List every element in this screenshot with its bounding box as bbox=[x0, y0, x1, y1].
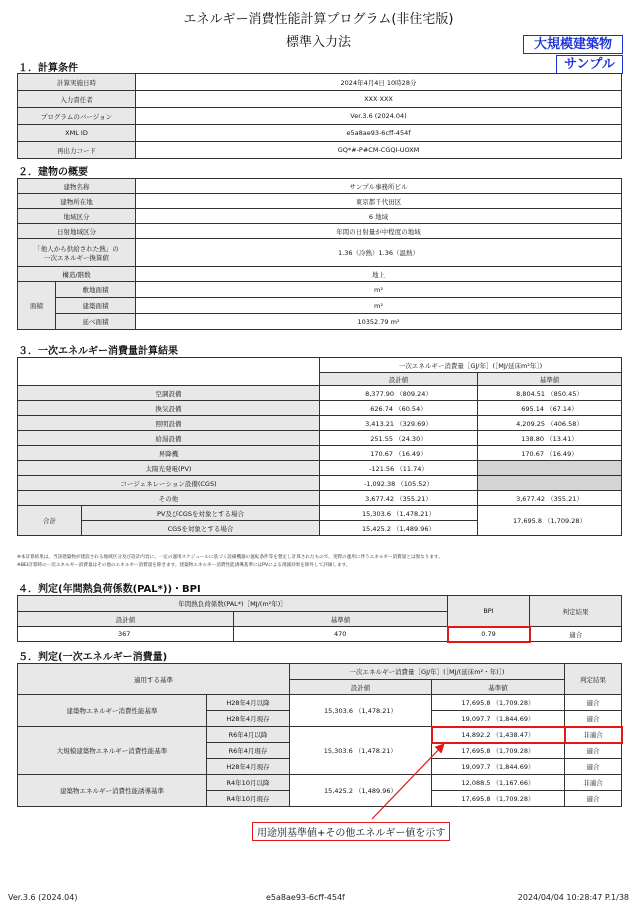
basis-name: 建築物エネルギー消費性能誘導基準 bbox=[18, 775, 207, 807]
standard-value: 170.67 （16.49） bbox=[478, 446, 622, 461]
equipment-label: 太陽光発電(PV) bbox=[18, 461, 320, 476]
annotation-callout: 用途別基準値+その他エネルギー値を示す bbox=[252, 822, 450, 841]
basis-result: 適合 bbox=[565, 695, 622, 711]
sample-stamp: サンプル bbox=[556, 55, 623, 74]
section2-heading: ２．建物の概要 bbox=[18, 167, 88, 178]
total-design-value: 15,303.6 （1,478.21） bbox=[320, 506, 478, 521]
heat-conversion-value: 1.36（冷熱）1.36（温熱） bbox=[136, 239, 622, 267]
energy-unit-header: 一次エネルギー消費量［GJ/年］(［MJ/(延床m²・年)］) bbox=[290, 664, 565, 680]
equipment-label: 空調設備 bbox=[18, 386, 320, 401]
col-result: 判定結果 bbox=[530, 596, 622, 627]
total-case-label: PV及びCGSを対象とする場合 bbox=[82, 506, 320, 521]
total-standard-value: 17,695.8 （1,709.28） bbox=[478, 506, 622, 536]
design-value: 8,377.90 （809.24） bbox=[320, 386, 478, 401]
area-value: m² bbox=[136, 298, 622, 314]
footnote: ※本計算結果は、当該建築物が建設される地域区分及び設計内容に、一定の運用スケジュールに基づく設備機器の運転条件等を想定し計算されたもので、実際の運用に伴うエネルギー消費量とは異なります。 bbox=[17, 555, 443, 560]
basis-result: 適合 bbox=[565, 759, 622, 775]
footer-xml-id: e5a8ae93-6cff-454f bbox=[266, 893, 345, 902]
footer-version: Ver.3.6 (2024.04) bbox=[8, 893, 78, 902]
col-result: 判定結果 bbox=[565, 664, 622, 695]
col-bpi: BPI bbox=[448, 596, 530, 627]
basis-standard-value: 19,097.7 （1,844.69） bbox=[432, 759, 565, 775]
overview-label: 地域区分 bbox=[18, 209, 136, 224]
period-label: R4年10月現存 bbox=[207, 791, 290, 807]
basis-standard-value-highlight: 14,892.2 （1,438.47） bbox=[432, 727, 565, 743]
equipment-label: その他 bbox=[18, 491, 320, 506]
standard-value: 138.80 （13.41） bbox=[478, 431, 622, 446]
col-standard: 基準値 bbox=[478, 373, 622, 386]
total-design-value: 15,425.2 （1,489.96） bbox=[320, 521, 478, 536]
design-value: -121.56 （11.74） bbox=[320, 461, 478, 476]
overview-label: 建物名称 bbox=[18, 179, 136, 194]
period-label: H28年4月現存 bbox=[207, 711, 290, 727]
area-group-label: 面積 bbox=[18, 282, 56, 330]
cond-label: XML ID bbox=[18, 125, 136, 142]
design-value: 3,677.42 （355.21） bbox=[320, 491, 478, 506]
overview-value: 東京都千代田区 bbox=[136, 194, 622, 209]
area-label: 敷地面積 bbox=[56, 282, 136, 298]
design-value: 170.67 （16.49） bbox=[320, 446, 478, 461]
period-label: H28年4月現存 bbox=[207, 759, 290, 775]
standard-value: 4,209.25 （406.58） bbox=[478, 416, 622, 431]
overview-label: 日射地域区分 bbox=[18, 224, 136, 239]
standard-value: 8,804.51 （850.45） bbox=[478, 386, 622, 401]
section5-heading: ５．判定(一次エネルギー消費量) bbox=[18, 652, 168, 663]
section4-heading: ４．判定(年間熱負荷係数(PAL*))・BPI bbox=[18, 584, 201, 595]
cond-value: 2024年4月4日 10時28分 bbox=[136, 74, 622, 91]
basis-result: 適合 bbox=[565, 711, 622, 727]
design-value: 626.74 （60.54） bbox=[320, 401, 478, 416]
total-case-label: CGSを対象とする場合 bbox=[82, 521, 320, 536]
basis-standard-value: 17,695.8 （1,709.28） bbox=[432, 791, 565, 807]
page-title: エネルギー消費性能計算プログラム(非住宅版) bbox=[183, 12, 454, 27]
cond-value: GQ*#-P#CM-CGQI-UOXM bbox=[136, 142, 622, 159]
col-design: 設計値 bbox=[18, 612, 234, 627]
overview-label: 建物所在地 bbox=[18, 194, 136, 209]
area-label: 延べ面積 bbox=[56, 314, 136, 330]
energy-unit-header: 一次エネルギー消費量［GJ/年］(［MJ/延床m²年］) bbox=[320, 358, 622, 373]
cond-value: XXX XXX bbox=[136, 91, 622, 108]
basis-standard-value: 17,695.8 （1,709.28） bbox=[432, 743, 565, 759]
area-value: 10352.79 m² bbox=[136, 314, 622, 330]
basis-standard-value: 17,695.8 （1,709.28） bbox=[432, 695, 565, 711]
page-subtitle: 標準入力法 bbox=[285, 35, 351, 50]
col-standard: 基準値 bbox=[234, 612, 448, 627]
heat-conversion-label: 「他人から供給された熱」の 一次エネルギー換算値 bbox=[18, 239, 136, 267]
cond-value: e5a8ae93-6cff-454f bbox=[136, 125, 622, 142]
pal-design-value: 367 bbox=[18, 627, 234, 642]
cond-label: 再出力コード bbox=[18, 142, 136, 159]
equipment-label: 昇降機 bbox=[18, 446, 320, 461]
overview-value: 年間の日射量が中程度の地域 bbox=[136, 224, 622, 239]
basis-design-value: 15,303.6 （1,478.21） bbox=[290, 695, 432, 727]
basis-standard-value: 19,097.7 （1,844.69） bbox=[432, 711, 565, 727]
basis-result: 適合 bbox=[565, 743, 622, 759]
section3-heading: ３．一次エネルギー消費量計算結果 bbox=[18, 346, 178, 357]
equipment-label: 照明設備 bbox=[18, 416, 320, 431]
cond-label: 入力責任者 bbox=[18, 91, 136, 108]
structure-label: 構造/階数 bbox=[18, 267, 136, 282]
cond-label: 計算実施日時 bbox=[18, 74, 136, 91]
col-standard: 基準値 bbox=[432, 680, 565, 695]
cond-value: Ver.3.6 (2024.04) bbox=[136, 108, 622, 125]
overview-value: 6 地域 bbox=[136, 209, 622, 224]
structure-value: 地上 bbox=[136, 267, 622, 282]
period-label: R4年10月以降 bbox=[207, 775, 290, 791]
area-label: 建築面積 bbox=[56, 298, 136, 314]
overview-value: サンプル事務所ビル bbox=[136, 179, 622, 194]
basis-design-value: 15,425.2 （1,489.96） bbox=[290, 775, 432, 807]
total-label: 合計 bbox=[18, 506, 82, 536]
period-label: R6年4月現存 bbox=[207, 743, 290, 759]
design-value: 251.55 （24.30） bbox=[320, 431, 478, 446]
bpi-value: 0.79 bbox=[448, 627, 530, 642]
equipment-label: 給湯設備 bbox=[18, 431, 320, 446]
standard-value: 695.14 （67.14） bbox=[478, 401, 622, 416]
pal-result: 適合 bbox=[530, 627, 622, 642]
section1-heading: １．計算条件 bbox=[18, 63, 78, 74]
period-label: H28年4月以降 bbox=[207, 695, 290, 711]
pal-header: 年間熱負荷係数(PAL*)［MJ/(m²年)］ bbox=[18, 596, 448, 612]
area-value: m² bbox=[136, 282, 622, 298]
col-design: 設計値 bbox=[320, 373, 478, 386]
cond-label: プログラムのバージョン bbox=[18, 108, 136, 125]
design-value: 3,413.21 （329.69） bbox=[320, 416, 478, 431]
basis-design-value: 15,303.6 （1,478.21） bbox=[290, 727, 432, 775]
basis-name: 建築物エネルギー消費性能基準 bbox=[18, 695, 207, 727]
col-basis: 適用する基準 bbox=[18, 664, 290, 695]
large-building-stamp: 大規模建築物 bbox=[523, 35, 623, 54]
pal-standard-value: 470 bbox=[234, 627, 448, 642]
equipment-label: 換気設備 bbox=[18, 401, 320, 416]
col-design: 設計値 bbox=[290, 680, 432, 695]
standard-value: 3,677.42 （355.21） bbox=[478, 491, 622, 506]
basis-result-highlight: 非適合 bbox=[565, 727, 622, 743]
footnote: ※BEI計算時の一次エネルギー消費量はその他のエネルギー消費量を除きます。建築物エネルギー消費性能誘導基準にはPVによる削減効果を除外して評価します。 bbox=[17, 563, 351, 568]
footer-timestamp-page: 2024/04/04 10:28:47 P.1/38 bbox=[517, 893, 629, 902]
period-label: R6年4月以降 bbox=[207, 727, 290, 743]
basis-name: 大規模建築物エネルギー消費性能基準 bbox=[18, 727, 207, 775]
basis-standard-value: 12,088.5 （1,167.66） bbox=[432, 775, 565, 791]
equipment-label: コージェネレーション設備(CGS) bbox=[18, 476, 320, 491]
design-value: -1,092.38 （105.52） bbox=[320, 476, 478, 491]
basis-result: 非適合 bbox=[565, 775, 622, 791]
basis-result: 適合 bbox=[565, 791, 622, 807]
